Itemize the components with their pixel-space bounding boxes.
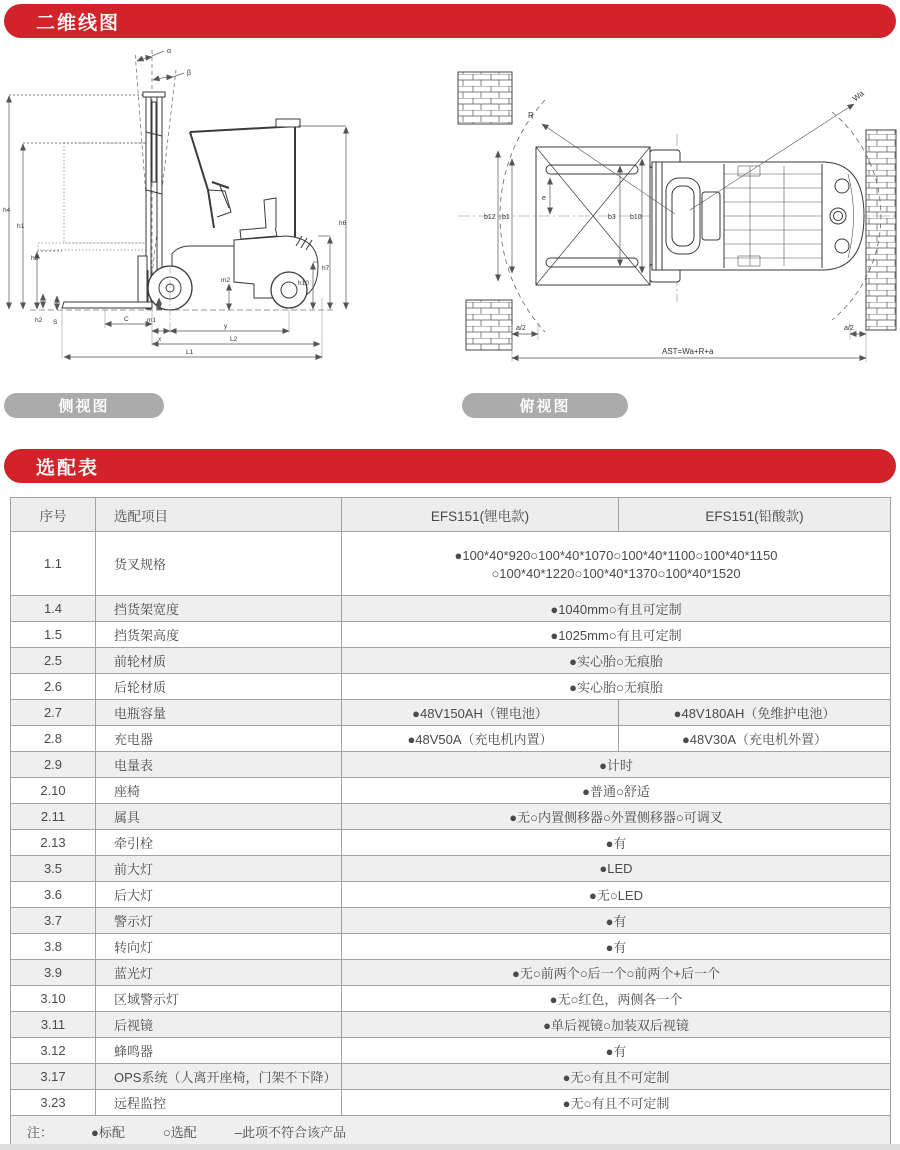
row-item: 电瓶容量	[96, 700, 342, 726]
row-item: 挡货架高度	[96, 622, 342, 648]
row-item: 座椅	[96, 778, 342, 804]
row-no: 2.5	[11, 648, 96, 674]
row-no: 3.23	[11, 1090, 96, 1116]
row-no: 1.5	[11, 622, 96, 648]
dim-h1: h1	[17, 223, 25, 230]
row-value: ●无○内置侧移器○外置侧移器○可调叉	[342, 804, 891, 830]
row-item: 挡货架宽度	[96, 596, 342, 622]
column-header-no: 序号	[11, 498, 96, 532]
row-no: 3.8	[11, 934, 96, 960]
side-view-drawing	[2, 40, 362, 397]
row-item: 后大灯	[96, 882, 342, 908]
table-note	[11, 1116, 891, 1147]
note-optional-legend: ○选配	[162, 1124, 197, 1140]
row-value: ●无○LED	[342, 882, 891, 908]
dim-h4: h4	[3, 207, 11, 214]
row-item: OPS系统（人离开座椅，门架不下降）	[96, 1064, 342, 1090]
note-standard-legend: ●标配	[91, 1124, 125, 1140]
row-item: 属具	[96, 804, 342, 830]
row-no: 3.12	[11, 1038, 96, 1064]
row-item: 警示灯	[96, 908, 342, 934]
table-row	[11, 830, 891, 856]
row-item: 远程监控	[96, 1090, 342, 1116]
table-row	[11, 648, 891, 674]
row-item: 货叉规格	[96, 532, 342, 596]
table-row	[11, 882, 891, 908]
row-no: 2.13	[11, 830, 96, 856]
dim-b12: b12	[484, 214, 496, 221]
dim-ast: AST=Wa+R+a	[662, 347, 714, 356]
row-item: 蓝光灯	[96, 960, 342, 986]
row-no: 2.8	[11, 726, 96, 752]
row-value-lead: ●48V180AH（免维护电池）	[619, 700, 891, 726]
dim-m1: m1	[147, 317, 157, 324]
dim-e: e	[542, 195, 546, 202]
table-note-row	[11, 1116, 891, 1147]
row-value: ●单后视镜○加装双后视镜	[342, 1012, 891, 1038]
table-row	[11, 752, 891, 778]
row-value: ●实心胎○无痕胎	[342, 674, 891, 700]
row-value	[342, 532, 891, 596]
note-na-legend: –此项不符合该产品	[234, 1124, 346, 1140]
row-value: ●无○前两个○后一个○前两个+后一个	[342, 960, 891, 986]
dim-c: C	[124, 316, 129, 323]
dim-h2: h2	[35, 317, 43, 324]
row-no: 3.17	[11, 1064, 96, 1090]
row-no: 3.10	[11, 986, 96, 1012]
row-no: 3.6	[11, 882, 96, 908]
row-value: ●有	[342, 908, 891, 934]
row-value: ●LED	[342, 856, 891, 882]
row-value: ●1040mm○有且可定制	[342, 596, 891, 622]
row-value: ●有	[342, 830, 891, 856]
table-row	[11, 1090, 891, 1116]
row-item: 蜂鸣器	[96, 1038, 342, 1064]
page-edge-shadow	[0, 1144, 900, 1150]
dim-h7: h7	[322, 265, 330, 272]
dim-x: x	[158, 336, 162, 343]
options-section-header	[4, 449, 896, 483]
column-header-item: 选配项目	[96, 498, 342, 532]
row-no: 3.11	[11, 1012, 96, 1038]
table-row	[11, 1038, 891, 1064]
dim-a2-left: a/2	[516, 325, 526, 332]
dim-beta: β	[187, 70, 192, 77]
table-row	[11, 1064, 891, 1090]
dim-m2: m2	[221, 277, 231, 284]
row-no: 3.5	[11, 856, 96, 882]
row-value: ●无○红色，两侧各一个	[342, 986, 891, 1012]
dim-l1: L1	[186, 349, 194, 356]
row-value: ●普通○舒适	[342, 778, 891, 804]
top-view-caption	[462, 393, 628, 418]
row-item: 后轮材质	[96, 674, 342, 700]
dim-b1: b1	[502, 214, 510, 221]
row-item: 充电器	[96, 726, 342, 752]
table-row	[11, 856, 891, 882]
dim-wa: Wa	[851, 88, 866, 104]
top-view-drawing	[450, 62, 898, 399]
row-value: ●有	[342, 934, 891, 960]
row-item: 前大灯	[96, 856, 342, 882]
row-value-line2: ○100*40*1220○100*40*1370○100*40*1520	[491, 565, 741, 581]
side-view-caption	[4, 393, 164, 418]
table-row	[11, 778, 891, 804]
row-value-line1: ●100*40*920○100*40*1070○100*40*1100○100*40*1150	[454, 547, 778, 563]
dim-h3: h3	[31, 255, 39, 262]
drawings-section-title: 二维线图	[36, 12, 121, 34]
table-row	[11, 960, 891, 986]
row-no: 3.7	[11, 908, 96, 934]
row-value: ●实心胎○无痕胎	[342, 648, 891, 674]
options-table	[10, 497, 891, 1147]
row-no: 2.9	[11, 752, 96, 778]
dim-y: y	[224, 323, 228, 330]
dim-alpha: α	[167, 48, 172, 55]
row-item: 区域警示灯	[96, 986, 342, 1012]
drawings-section-header	[4, 4, 896, 38]
dim-h10: h10	[298, 280, 309, 287]
note-prefix: 注：	[27, 1124, 54, 1140]
dim-s: S	[53, 319, 58, 326]
dim-h6: h6	[339, 220, 347, 227]
row-no: 2.7	[11, 700, 96, 726]
dim-b3: b3	[608, 214, 616, 221]
table-row	[11, 934, 891, 960]
dim-b10: b10	[630, 214, 642, 221]
table-row	[11, 908, 891, 934]
dim-r: R	[528, 111, 534, 120]
column-header-lithium: EFS151(锂电款)	[342, 498, 619, 532]
row-no: 1.1	[11, 532, 96, 596]
row-value-lithium: ●48V150AH（锂电池）	[342, 700, 619, 726]
table-row	[11, 726, 891, 752]
row-item: 转向灯	[96, 934, 342, 960]
row-value: ●计时	[342, 752, 891, 778]
top-view-caption-label: 俯视图	[519, 398, 571, 415]
row-no: 2.6	[11, 674, 96, 700]
table-header-row	[11, 498, 891, 532]
row-item: 前轮材质	[96, 648, 342, 674]
table-row	[11, 986, 891, 1012]
table-row	[11, 532, 891, 596]
row-no: 3.9	[11, 960, 96, 986]
row-item: 后视镜	[96, 1012, 342, 1038]
table-row	[11, 622, 891, 648]
table-row	[11, 804, 891, 830]
table-row	[11, 596, 891, 622]
side-view-caption-label: 侧视图	[58, 398, 110, 415]
options-section-title: 选配表	[36, 457, 100, 479]
dim-a2-right: a/2	[844, 325, 854, 332]
row-no: 1.4	[11, 596, 96, 622]
row-value-lithium: ●48V50A（充电机内置）	[342, 726, 619, 752]
row-no: 2.11	[11, 804, 96, 830]
table-row	[11, 1012, 891, 1038]
dim-l2: L2	[230, 336, 238, 343]
row-value: ●无○有且不可定制	[342, 1090, 891, 1116]
row-item: 牵引栓	[96, 830, 342, 856]
row-value: ●1025mm○有且可定制	[342, 622, 891, 648]
column-header-lead: EFS151(铅酸款)	[619, 498, 891, 532]
row-value-lead: ●48V30A（充电机外置）	[619, 726, 891, 752]
row-item: 电量表	[96, 752, 342, 778]
row-no: 2.10	[11, 778, 96, 804]
row-value: ●有	[342, 1038, 891, 1064]
table-row	[11, 700, 891, 726]
table-row	[11, 674, 891, 700]
row-value: ●无○有且不可定制	[342, 1064, 891, 1090]
